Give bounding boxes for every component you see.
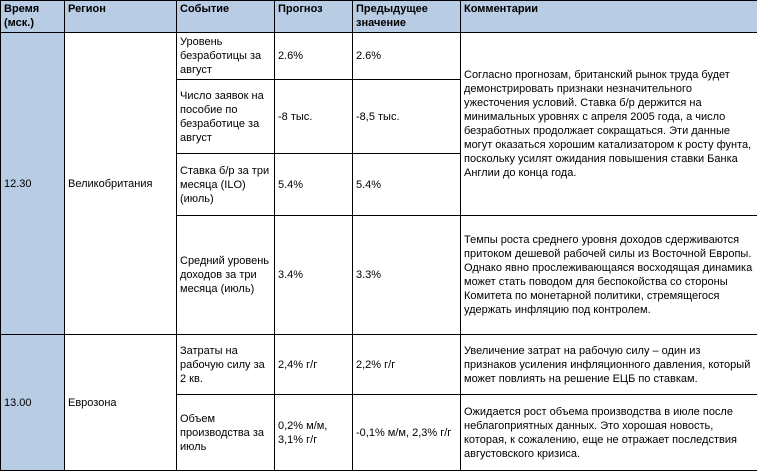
- previous-cell: -8,5 тыс.: [353, 80, 461, 154]
- previous-cell: 5.4%: [353, 154, 461, 216]
- region-cell: Еврозона: [65, 335, 177, 471]
- header-region: Регион: [65, 1, 177, 33]
- comment-cell: Увеличение затрат на рабочую силу – один из признаков усиления инфляционного давления, который может повлиять на решение ЕЦБ по ставкам.: [461, 335, 757, 395]
- previous-cell: 3.3%: [353, 216, 461, 335]
- forecast-cell: 3.4%: [275, 216, 353, 335]
- event-cell: Затраты на рабочую силу за 2 кв.: [177, 335, 275, 395]
- forecast-cell: 0,2% м/м, 3,1% г/г: [275, 395, 353, 471]
- event-cell: Средний уровень доходов за три месяца (июль): [177, 216, 275, 335]
- previous-cell: 2,2% г/г: [353, 335, 461, 395]
- header-row: [1, 1, 757, 33]
- header-comments: Комментарии: [461, 1, 757, 33]
- forecast-cell: 2,4% г/г: [275, 335, 353, 395]
- previous-cell: 2.6%: [353, 33, 461, 80]
- time-cell: 13.00: [1, 335, 65, 471]
- event-cell: Ставка б/р за три месяца (ILO) (июль): [177, 154, 275, 216]
- comment-cell: Ожидается рост объема производства в июле после неблагоприятных данных. Это хорошая новость, которая, к сожалению, еще не отражает последствия августовского кризиса.: [461, 395, 757, 471]
- time-cell: 12.30: [1, 33, 65, 335]
- table-row: [1, 335, 757, 395]
- event-cell: Уровень безработицы за август: [177, 33, 275, 80]
- header-forecast: Прогноз: [275, 1, 353, 33]
- forecast-cell: 2.6%: [275, 33, 353, 80]
- event-cell: Число заявок на пособие по безработице за август: [177, 80, 275, 154]
- event-cell: Объем производства за июль: [177, 395, 275, 471]
- forecast-cell: 5.4%: [275, 154, 353, 216]
- previous-cell: -0,1% м/м, 2,3% г/г: [353, 395, 461, 471]
- header-event: Событие: [177, 1, 275, 33]
- header-previous: Предыдущее значение: [353, 1, 461, 33]
- comment-cell: Согласно прогнозам, британский рынок труда будет демонстрировать признаки незначительного ужесточения условий. Ставка б/р держится на минимальных уровнях с апреля 2005 года, а число безработных продолжает сокращаться. Эти данные могут оказаться хорошим катализатором к росту фунта, поскольку усилят ожидания повышения ставки Банка Англии до конца года.: [461, 33, 757, 216]
- comment-cell: Темпы роста среднего уровня доходов сдерживаются притоком дешевой рабочей силы из Восточной Европы. Однако явно прослеживающаяся восходящая динамика может стать поводом для беспокойства со стороны Комитета по монетарной политики, стремящегося удержать инфляцию под контролем.: [461, 216, 757, 335]
- header-time: Время (мск.): [1, 1, 65, 33]
- region-cell: Великобритания: [65, 33, 177, 335]
- forecast-cell: -8 тыс.: [275, 80, 353, 154]
- table-row: [1, 33, 757, 80]
